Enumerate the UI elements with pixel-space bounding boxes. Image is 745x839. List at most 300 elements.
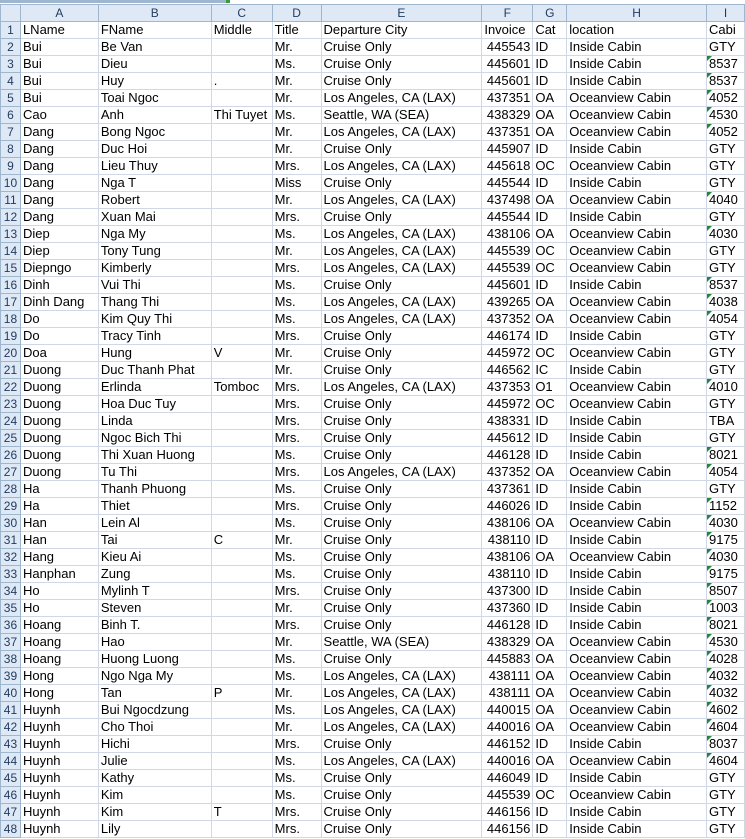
cell-e[interactable]: Los Angeles, CA (LAX) xyxy=(321,260,482,277)
cell-g[interactable]: OA xyxy=(533,311,567,328)
cell-c[interactable] xyxy=(211,770,272,787)
cell-a[interactable]: Huynh xyxy=(20,702,98,719)
row-header[interactable]: 47 xyxy=(1,804,21,821)
row-header[interactable]: 27 xyxy=(1,464,21,481)
cell-g[interactable]: ID xyxy=(533,141,567,158)
row-header[interactable]: 36 xyxy=(1,617,21,634)
cell-b[interactable]: Julie xyxy=(98,753,211,770)
cell-d[interactable]: Mrs. xyxy=(272,617,321,634)
row-header[interactable]: 9 xyxy=(1,158,21,175)
cell-i[interactable]: 9175 xyxy=(706,566,744,583)
cell-i[interactable]: GTY xyxy=(706,39,744,56)
cell-h[interactable]: Inside Cabin xyxy=(567,583,707,600)
cell-c[interactable] xyxy=(211,362,272,379)
cell-a[interactable]: Duong xyxy=(20,379,98,396)
cell-d[interactable]: Ms. xyxy=(272,447,321,464)
cell-i[interactable]: 4052 xyxy=(706,124,744,141)
cell-b[interactable]: Thanh Phuong xyxy=(98,481,211,498)
cell-a[interactable]: Bui xyxy=(20,73,98,90)
cell-f[interactable]: 437360 xyxy=(482,600,533,617)
cell-b[interactable]: Bong Ngoc xyxy=(98,124,211,141)
cell-g[interactable]: OC xyxy=(533,260,567,277)
cell-e[interactable]: Cruise Only xyxy=(321,39,482,56)
cell-g[interactable]: ID xyxy=(533,175,567,192)
cell-d[interactable]: Mr. xyxy=(272,685,321,702)
cell-b[interactable]: Huy xyxy=(98,73,211,90)
cell-h[interactable]: Inside Cabin xyxy=(567,362,707,379)
cell-a[interactable]: Hanphan xyxy=(20,566,98,583)
cell-g[interactable]: OC xyxy=(533,396,567,413)
cell-d[interactable]: Ms. xyxy=(272,515,321,532)
cell-b[interactable]: Duc Hoi xyxy=(98,141,211,158)
cell-b[interactable]: Nga T xyxy=(98,175,211,192)
cell-i[interactable]: 4040 xyxy=(706,192,744,209)
column-header-d[interactable]: D xyxy=(272,5,321,22)
cell-f[interactable]: 445883 xyxy=(482,651,533,668)
cell-f[interactable]: 445972 xyxy=(482,345,533,362)
row-header[interactable]: 41 xyxy=(1,702,21,719)
row-header[interactable]: 5 xyxy=(1,90,21,107)
cell-f[interactable]: 445539 xyxy=(482,260,533,277)
cell-h[interactable]: Inside Cabin xyxy=(567,73,707,90)
cell-e[interactable]: Los Angeles, CA (LAX) xyxy=(321,668,482,685)
cell-d[interactable]: Mrs. xyxy=(272,396,321,413)
cell-h[interactable]: Inside Cabin xyxy=(567,600,707,617)
cell-g[interactable]: ID xyxy=(533,804,567,821)
cell-g[interactable]: ID xyxy=(533,583,567,600)
cell-g[interactable]: ID xyxy=(533,821,567,838)
cell-b[interactable]: Kieu Ai xyxy=(98,549,211,566)
cell-d[interactable]: Ms. xyxy=(272,651,321,668)
cell-i[interactable]: GTY xyxy=(706,770,744,787)
cell-a[interactable]: Diep xyxy=(20,243,98,260)
cell-f[interactable]: 445544 xyxy=(482,209,533,226)
cell-d[interactable]: Mrs. xyxy=(272,821,321,838)
row-header[interactable]: 8 xyxy=(1,141,21,158)
cell-g[interactable]: ID xyxy=(533,328,567,345)
cell-h[interactable]: Oceanview Cabin xyxy=(567,294,707,311)
cell-i[interactable]: 4010 xyxy=(706,379,744,396)
cell-b[interactable]: Toai Ngoc xyxy=(98,90,211,107)
cell-e[interactable]: Los Angeles, CA (LAX) xyxy=(321,192,482,209)
cell-e[interactable]: Cruise Only xyxy=(321,787,482,804)
cell-i[interactable]: 4052 xyxy=(706,90,744,107)
cell-f[interactable]: 446049 xyxy=(482,770,533,787)
cell-h[interactable]: Oceanview Cabin xyxy=(567,379,707,396)
cell-f[interactable]: 445543 xyxy=(482,39,533,56)
cell-a[interactable]: Ho xyxy=(20,600,98,617)
cell-g[interactable]: ID xyxy=(533,277,567,294)
cell-f[interactable]: 438110 xyxy=(482,566,533,583)
cell-d[interactable]: Ms. xyxy=(272,549,321,566)
cell-b[interactable]: Erlinda xyxy=(98,379,211,396)
cell-e[interactable]: Cruise Only xyxy=(321,617,482,634)
cell-h[interactable]: location xyxy=(567,22,707,39)
cell-i[interactable]: 4530 xyxy=(706,107,744,124)
cell-e[interactable]: Cruise Only xyxy=(321,73,482,90)
cell-b[interactable]: Xuan Mai xyxy=(98,209,211,226)
cell-f[interactable]: 445601 xyxy=(482,277,533,294)
column-header-c[interactable]: C xyxy=(211,5,272,22)
row-header[interactable]: 37 xyxy=(1,634,21,651)
cell-f[interactable]: 438106 xyxy=(482,549,533,566)
cell-h[interactable]: Inside Cabin xyxy=(567,481,707,498)
cell-h[interactable]: Inside Cabin xyxy=(567,617,707,634)
cell-g[interactable]: OA xyxy=(533,719,567,736)
cell-g[interactable]: OC xyxy=(533,787,567,804)
cell-i[interactable]: TBA xyxy=(706,413,744,430)
cell-e[interactable]: Cruise Only xyxy=(321,430,482,447)
cell-a[interactable]: Han xyxy=(20,532,98,549)
cell-i[interactable]: 4030 xyxy=(706,549,744,566)
cell-f[interactable]: 446128 xyxy=(482,617,533,634)
row-header[interactable]: 31 xyxy=(1,532,21,549)
cell-h[interactable]: Oceanview Cabin xyxy=(567,753,707,770)
cell-b[interactable]: Nga My xyxy=(98,226,211,243)
cell-h[interactable]: Inside Cabin xyxy=(567,328,707,345)
cell-c[interactable] xyxy=(211,498,272,515)
cell-c[interactable] xyxy=(211,719,272,736)
cell-h[interactable]: Oceanview Cabin xyxy=(567,719,707,736)
cell-a[interactable]: Dang xyxy=(20,192,98,209)
row-header[interactable]: 33 xyxy=(1,566,21,583)
cell-e[interactable]: Cruise Only xyxy=(321,515,482,532)
row-header[interactable]: 29 xyxy=(1,498,21,515)
cell-b[interactable]: Hoa Duc Tuy xyxy=(98,396,211,413)
cell-c[interactable] xyxy=(211,583,272,600)
cell-c[interactable]: Tomboc xyxy=(211,379,272,396)
cell-i[interactable]: 4054 xyxy=(706,464,744,481)
cell-f[interactable]: 437352 xyxy=(482,464,533,481)
cell-c[interactable] xyxy=(211,226,272,243)
cell-a[interactable]: Ha xyxy=(20,481,98,498)
cell-e[interactable]: Cruise Only xyxy=(321,600,482,617)
cell-b[interactable]: Tan xyxy=(98,685,211,702)
cell-i[interactable]: 4030 xyxy=(706,515,744,532)
row-header[interactable]: 48 xyxy=(1,821,21,838)
cell-f[interactable]: 438111 xyxy=(482,668,533,685)
cell-c[interactable] xyxy=(211,124,272,141)
row-header[interactable]: 32 xyxy=(1,549,21,566)
cell-d[interactable]: Mrs. xyxy=(272,158,321,175)
cell-e[interactable]: Seattle, WA (SEA) xyxy=(321,634,482,651)
cell-g[interactable]: OA xyxy=(533,702,567,719)
cell-b[interactable]: Hung xyxy=(98,345,211,362)
row-header[interactable]: 3 xyxy=(1,56,21,73)
cell-c[interactable]: C xyxy=(211,532,272,549)
cell-h[interactable]: Oceanview Cabin xyxy=(567,243,707,260)
cell-f[interactable]: 445972 xyxy=(482,396,533,413)
cell-d[interactable]: Mrs. xyxy=(272,804,321,821)
cell-c[interactable] xyxy=(211,702,272,719)
row-header[interactable]: 35 xyxy=(1,600,21,617)
cell-d[interactable]: Mr. xyxy=(272,532,321,549)
cell-a[interactable]: Dang xyxy=(20,175,98,192)
cell-e[interactable]: Los Angeles, CA (LAX) xyxy=(321,702,482,719)
cell-h[interactable]: Inside Cabin xyxy=(567,175,707,192)
cell-c[interactable] xyxy=(211,753,272,770)
cell-g[interactable]: ID xyxy=(533,770,567,787)
cell-h[interactable]: Oceanview Cabin xyxy=(567,396,707,413)
cell-f[interactable]: 438331 xyxy=(482,413,533,430)
cell-e[interactable]: Los Angeles, CA (LAX) xyxy=(321,753,482,770)
cell-h[interactable]: Oceanview Cabin xyxy=(567,668,707,685)
cell-g[interactable]: OA xyxy=(533,124,567,141)
cell-a[interactable]: Diep xyxy=(20,226,98,243)
cell-i[interactable]: 4054 xyxy=(706,311,744,328)
cell-f[interactable]: 437351 xyxy=(482,124,533,141)
row-header[interactable]: 22 xyxy=(1,379,21,396)
column-header-g[interactable]: G xyxy=(533,5,567,22)
cell-a[interactable]: Duong xyxy=(20,413,98,430)
cell-g[interactable]: OC xyxy=(533,243,567,260)
cell-i[interactable]: GTY xyxy=(706,175,744,192)
cell-i[interactable]: GTY xyxy=(706,141,744,158)
cell-i[interactable]: 4604 xyxy=(706,719,744,736)
cell-g[interactable]: OA xyxy=(533,192,567,209)
cell-f[interactable]: 445612 xyxy=(482,430,533,447)
cell-g[interactable]: OC xyxy=(533,158,567,175)
cell-h[interactable]: Inside Cabin xyxy=(567,56,707,73)
cell-f[interactable]: 438110 xyxy=(482,532,533,549)
cell-i[interactable]: 4032 xyxy=(706,668,744,685)
cell-c[interactable] xyxy=(211,600,272,617)
cell-g[interactable]: ID xyxy=(533,430,567,447)
cell-d[interactable]: Ms. xyxy=(272,787,321,804)
row-header[interactable]: 39 xyxy=(1,668,21,685)
cell-d[interactable]: Mr. xyxy=(272,73,321,90)
row-header[interactable]: 42 xyxy=(1,719,21,736)
cell-a[interactable]: Diepngo xyxy=(20,260,98,277)
cell-e[interactable]: Cruise Only xyxy=(321,396,482,413)
cell-g[interactable]: OA xyxy=(533,634,567,651)
cell-c[interactable]: Thi Tuyet xyxy=(211,107,272,124)
cell-g[interactable]: OA xyxy=(533,294,567,311)
cell-c[interactable] xyxy=(211,821,272,838)
cell-b[interactable]: Thiet xyxy=(98,498,211,515)
cell-e[interactable]: Cruise Only xyxy=(321,651,482,668)
cell-c[interactable]: Middle xyxy=(211,22,272,39)
cell-h[interactable]: Oceanview Cabin xyxy=(567,158,707,175)
cell-c[interactable] xyxy=(211,549,272,566)
column-header-a[interactable]: A xyxy=(20,5,98,22)
cell-f[interactable]: 437353 xyxy=(482,379,533,396)
cell-b[interactable]: Kim xyxy=(98,804,211,821)
cell-b[interactable]: Ngo Nga My xyxy=(98,668,211,685)
cell-d[interactable]: Mrs. xyxy=(272,413,321,430)
cell-e[interactable]: Los Angeles, CA (LAX) xyxy=(321,685,482,702)
cell-d[interactable]: Ms. xyxy=(272,226,321,243)
cell-g[interactable]: OA xyxy=(533,651,567,668)
cell-a[interactable]: Duong xyxy=(20,447,98,464)
cell-a[interactable]: Do xyxy=(20,311,98,328)
cell-b[interactable]: Lieu Thuy xyxy=(98,158,211,175)
row-header[interactable]: 16 xyxy=(1,277,21,294)
cell-c[interactable] xyxy=(211,736,272,753)
cell-d[interactable]: Ms. xyxy=(272,770,321,787)
cell-i[interactable]: GTY xyxy=(706,481,744,498)
cell-h[interactable]: Oceanview Cabin xyxy=(567,311,707,328)
cell-g[interactable]: OA xyxy=(533,685,567,702)
row-header[interactable]: 23 xyxy=(1,396,21,413)
cell-a[interactable]: Hong xyxy=(20,668,98,685)
cell-a[interactable]: Dang xyxy=(20,209,98,226)
cell-d[interactable]: Mrs. xyxy=(272,736,321,753)
cell-d[interactable]: Mr. xyxy=(272,90,321,107)
cell-e[interactable]: Cruise Only xyxy=(321,549,482,566)
cell-e[interactable]: Los Angeles, CA (LAX) xyxy=(321,158,482,175)
cell-c[interactable]: V xyxy=(211,345,272,362)
cell-b[interactable]: Huong Luong xyxy=(98,651,211,668)
cell-f[interactable]: 437351 xyxy=(482,90,533,107)
cell-a[interactable]: Hong xyxy=(20,685,98,702)
cell-h[interactable]: Oceanview Cabin xyxy=(567,226,707,243)
cell-g[interactable]: ID xyxy=(533,617,567,634)
cell-e[interactable]: Cruise Only xyxy=(321,141,482,158)
row-header[interactable]: 15 xyxy=(1,260,21,277)
cell-c[interactable] xyxy=(211,209,272,226)
cell-c[interactable] xyxy=(211,617,272,634)
cell-c[interactable] xyxy=(211,175,272,192)
cell-e[interactable]: Cruise Only xyxy=(321,413,482,430)
column-header-e[interactable]: E xyxy=(321,5,482,22)
cell-h[interactable]: Inside Cabin xyxy=(567,430,707,447)
cell-d[interactable]: Mrs. xyxy=(272,583,321,600)
cell-h[interactable]: Oceanview Cabin xyxy=(567,651,707,668)
row-header[interactable]: 28 xyxy=(1,481,21,498)
cell-i[interactable]: GTY xyxy=(706,243,744,260)
cell-i[interactable]: 1003 xyxy=(706,600,744,617)
cell-a[interactable]: Bui xyxy=(20,56,98,73)
row-header[interactable]: 17 xyxy=(1,294,21,311)
row-header[interactable]: 20 xyxy=(1,345,21,362)
cell-c[interactable] xyxy=(211,260,272,277)
row-header[interactable]: 12 xyxy=(1,209,21,226)
cell-a[interactable]: Dang xyxy=(20,141,98,158)
cell-e[interactable]: Cruise Only xyxy=(321,345,482,362)
cell-d[interactable]: Ms. xyxy=(272,481,321,498)
cell-f[interactable]: 446152 xyxy=(482,736,533,753)
cell-f[interactable]: 445544 xyxy=(482,175,533,192)
cell-f[interactable]: 438329 xyxy=(482,107,533,124)
cell-a[interactable]: LName xyxy=(20,22,98,39)
cell-b[interactable]: Zung xyxy=(98,566,211,583)
cell-c[interactable] xyxy=(211,277,272,294)
cell-f[interactable]: 438111 xyxy=(482,685,533,702)
cell-g[interactable]: ID xyxy=(533,56,567,73)
cell-b[interactable]: Hao xyxy=(98,634,211,651)
cell-c[interactable] xyxy=(211,668,272,685)
cell-g[interactable]: ID xyxy=(533,73,567,90)
cell-d[interactable]: Mr. xyxy=(272,243,321,260)
row-header[interactable]: 13 xyxy=(1,226,21,243)
cell-e[interactable]: Cruise Only xyxy=(321,532,482,549)
row-header[interactable]: 1 xyxy=(1,22,21,39)
cell-e[interactable]: Cruise Only xyxy=(321,328,482,345)
cell-b[interactable]: Kim Quy Thi xyxy=(98,311,211,328)
cell-b[interactable]: Anh xyxy=(98,107,211,124)
cell-f[interactable]: 446174 xyxy=(482,328,533,345)
cell-i[interactable]: 8537 xyxy=(706,73,744,90)
row-header[interactable]: 40 xyxy=(1,685,21,702)
cell-c[interactable] xyxy=(211,56,272,73)
cell-b[interactable]: Dieu xyxy=(98,56,211,73)
cell-a[interactable]: Huynh xyxy=(20,770,98,787)
cell-a[interactable]: Huynh xyxy=(20,736,98,753)
cell-b[interactable]: Thang Thi xyxy=(98,294,211,311)
cell-d[interactable]: Mr. xyxy=(272,124,321,141)
cell-e[interactable]: Cruise Only xyxy=(321,481,482,498)
cell-h[interactable]: Oceanview Cabin xyxy=(567,90,707,107)
cell-h[interactable]: Oceanview Cabin xyxy=(567,787,707,804)
cell-f[interactable]: 437300 xyxy=(482,583,533,600)
cell-b[interactable]: Tony Tung xyxy=(98,243,211,260)
cell-e[interactable]: Los Angeles, CA (LAX) xyxy=(321,311,482,328)
cell-b[interactable]: Kim xyxy=(98,787,211,804)
cell-f[interactable]: 440016 xyxy=(482,719,533,736)
cell-i[interactable]: 4032 xyxy=(706,685,744,702)
cell-i[interactable]: GTY xyxy=(706,158,744,175)
cell-i[interactable]: GTY xyxy=(706,787,744,804)
cell-i[interactable]: GTY xyxy=(706,260,744,277)
row-header[interactable]: 18 xyxy=(1,311,21,328)
cell-a[interactable]: Hoang xyxy=(20,651,98,668)
cell-i[interactable]: GTY xyxy=(706,345,744,362)
cell-i[interactable]: 4030 xyxy=(706,226,744,243)
cell-g[interactable]: Cat xyxy=(533,22,567,39)
cell-h[interactable]: Inside Cabin xyxy=(567,498,707,515)
cell-b[interactable]: Kathy xyxy=(98,770,211,787)
cell-e[interactable]: Cruise Only xyxy=(321,277,482,294)
cell-a[interactable]: Cao xyxy=(20,107,98,124)
cell-f[interactable]: 446156 xyxy=(482,804,533,821)
row-header[interactable]: 14 xyxy=(1,243,21,260)
cell-b[interactable]: Robert xyxy=(98,192,211,209)
cell-h[interactable]: Oceanview Cabin xyxy=(567,345,707,362)
cell-f[interactable]: 438106 xyxy=(482,515,533,532)
cell-e[interactable]: Cruise Only xyxy=(321,770,482,787)
cell-g[interactable]: ID xyxy=(533,447,567,464)
cell-h[interactable]: Oceanview Cabin xyxy=(567,192,707,209)
cell-g[interactable]: ID xyxy=(533,413,567,430)
cell-i[interactable]: 9175 xyxy=(706,532,744,549)
cell-f[interactable]: 440015 xyxy=(482,702,533,719)
cell-e[interactable]: Cruise Only xyxy=(321,821,482,838)
cell-a[interactable]: Hang xyxy=(20,549,98,566)
cell-d[interactable]: Ms. xyxy=(272,294,321,311)
cell-d[interactable]: Mrs. xyxy=(272,464,321,481)
cell-g[interactable]: ID xyxy=(533,532,567,549)
cell-e[interactable]: Cruise Only xyxy=(321,583,482,600)
cell-b[interactable]: Cho Thoi xyxy=(98,719,211,736)
cell-b[interactable]: Thi Xuan Huong xyxy=(98,447,211,464)
cell-c[interactable] xyxy=(211,328,272,345)
cell-c[interactable] xyxy=(211,396,272,413)
cell-f[interactable]: 437361 xyxy=(482,481,533,498)
cell-d[interactable]: Mr. xyxy=(272,362,321,379)
cell-d[interactable]: Mr. xyxy=(272,345,321,362)
cell-e[interactable]: Cruise Only xyxy=(321,736,482,753)
row-header[interactable]: 19 xyxy=(1,328,21,345)
cell-h[interactable]: Oceanview Cabin xyxy=(567,549,707,566)
cell-a[interactable]: Duong xyxy=(20,464,98,481)
cell-a[interactable]: Huynh xyxy=(20,753,98,770)
row-header[interactable]: 25 xyxy=(1,430,21,447)
row-header[interactable]: 45 xyxy=(1,770,21,787)
cell-i[interactable]: GTY xyxy=(706,804,744,821)
cell-c[interactable] xyxy=(211,634,272,651)
cell-c[interactable] xyxy=(211,566,272,583)
